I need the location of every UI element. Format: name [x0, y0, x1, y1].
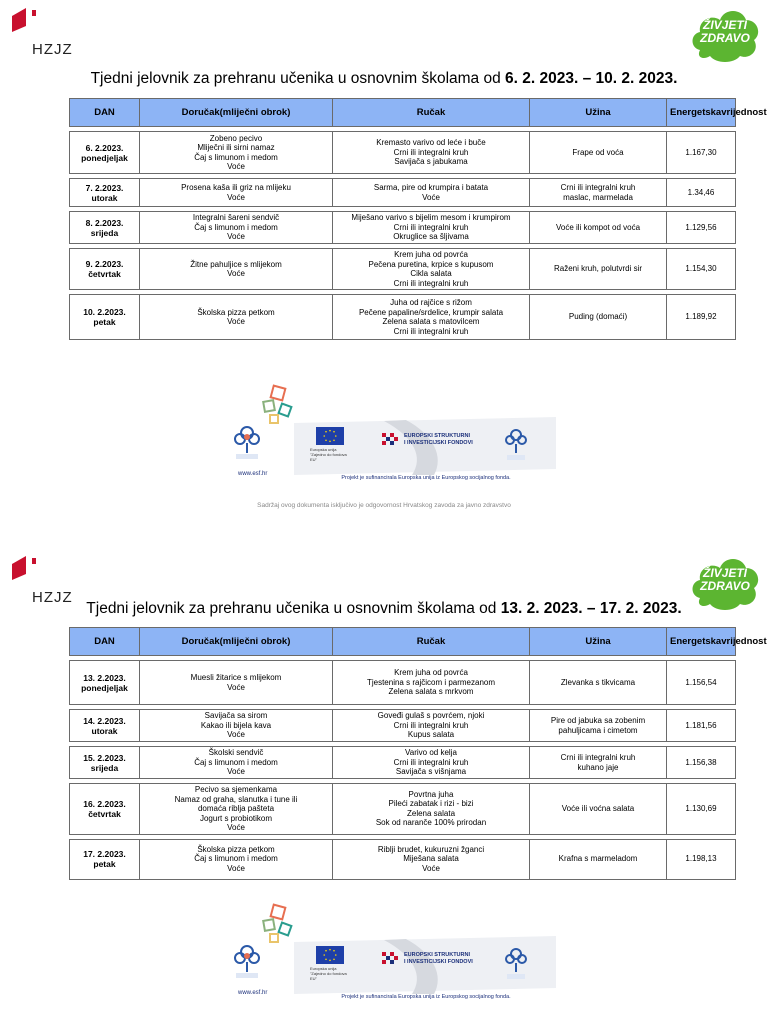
- lunch-cell: Riblji brudet, kukuruzni žganci Miješana salata Voće: [333, 839, 530, 879]
- table-row: [70, 710, 736, 742]
- esf-logo-text: EUROPSKI STRUKTURNI I INVESTICIJSKI FONDOVI: [404, 952, 473, 965]
- lunch-cell: Goveđi gulaš s povrćem, njoki Crni ili integralni kruh Kupus salata: [333, 710, 530, 742]
- week-title-prefix: Tjedni jelovnik za prehranu učenika u osnovnim školama od: [90, 70, 501, 87]
- snack-cell: Pire od jabuka sa zobenim pahuljicama i cimetom: [530, 710, 667, 742]
- esf-url-link[interactable]: www.esf.hr: [238, 990, 268, 996]
- breakfast-cell: Savijača sa sirom Kakao ili bijela kava Voće: [140, 710, 333, 742]
- snack-cell: Krafna s marmeladom: [530, 839, 667, 879]
- lunch-cell: Miješano varivo s bijelim mesom i krumpirom Crni ili integralni kruh Okruglice sa šljivama: [333, 212, 530, 244]
- header-breakfast: Doručak(mliječni obrok): [140, 99, 333, 127]
- hzjz-logo-text: HZJZ: [32, 41, 73, 58]
- funding-note: Projekt je sufinancirala Europska unija iz Europskog socijalnog fonda.: [341, 994, 511, 1000]
- breakfast-cell: Žitne pahuljice s mlijekom Voće: [140, 249, 333, 290]
- eu-caption: Europska unija "Zajedno do fondova EU": [310, 966, 347, 981]
- header-energy: Energetskavrijednost: [667, 628, 736, 656]
- energy-cell: 1.167,30: [667, 132, 736, 174]
- energy-cell: 1.181,56: [667, 710, 736, 742]
- table-header-row: [70, 99, 736, 127]
- week-title: [0, 600, 768, 618]
- day-cell: 9. 2.2023. četvrtak: [70, 249, 140, 290]
- day-cell: 17. 2.2023. petak: [70, 839, 140, 879]
- breakfast-cell: Prosena kaša ili griz na mlijeku Voće: [140, 179, 333, 207]
- hzjz-mark-icon: [12, 8, 42, 32]
- day-cell: 7. 2.2023. utorak: [70, 179, 140, 207]
- funding-note: Projekt je sufinancirala Europska unija iz Europskog socijalnog fonda.: [341, 475, 511, 481]
- week-title-dates: 6. 2. 2023. – 10. 2. 2023.: [505, 70, 678, 87]
- header-snack: Užina: [530, 628, 667, 656]
- week-section-2: [0, 548, 768, 1024]
- snack-cell: Frape od voća: [530, 132, 667, 174]
- energy-cell: 1.154,30: [667, 249, 736, 290]
- table-row: [70, 295, 736, 340]
- table-row: [70, 179, 736, 207]
- breakfast-cell: Zobeno pecivo Mliječni ili sirni namaz Čaj s limunom i medom Voće: [140, 132, 333, 174]
- snack-cell: Raženi kruh, polutvrdi sir: [530, 249, 667, 290]
- lunch-cell: Varivo od kelja Crni ili integralni kruh Savijača s višnjama: [333, 747, 530, 779]
- decorative-cubes-icon: [260, 383, 296, 427]
- flower-logo-right-icon: [502, 944, 530, 982]
- table-row: [70, 132, 736, 174]
- menu-table: [69, 98, 767, 340]
- table-row: [70, 747, 736, 779]
- esf-url-link[interactable]: www.esf.hr: [238, 471, 268, 477]
- lunch-cell: Juha od rajčice s rižom Pečene papaline/srdelice, krumpir salata Zelena salata s matovilcem Crni ili integralni kruh: [333, 295, 530, 340]
- breakfast-cell: Pecivo sa sjemenkama Namaz od graha, slanutka i tune ili domaća riblja pašteta Jogurt s probiotikom Voće: [140, 784, 333, 835]
- breakfast-cell: Školska pizza petkom Voće: [140, 295, 333, 340]
- energy-cell: 1.156,38: [667, 747, 736, 779]
- snack-cell: Crni ili integralni kruh maslac, marmelada: [530, 179, 667, 207]
- day-cell: 14. 2.2023. utorak: [70, 710, 140, 742]
- zivjeti-zdravo-badge: [690, 6, 760, 64]
- snack-cell: Voće ili voćna salata: [530, 784, 667, 835]
- esf-banner: [226, 383, 558, 483]
- breakfast-cell: Školski sendvič Čaj s limunom i medom Voće: [140, 747, 333, 779]
- esf-checker-icon: [382, 433, 404, 447]
- table-row: [70, 249, 736, 290]
- hzjz-mark-icon: [12, 556, 42, 580]
- day-cell: 8. 2.2023. srijeda: [70, 212, 140, 244]
- header-energy: Energetskavrijednost: [667, 99, 736, 127]
- energy-cell: 1.34,46: [667, 179, 736, 207]
- snack-cell: Crni ili integralni kruh kuhano jaje: [530, 747, 667, 779]
- week-title-dates: 13. 2. 2023. – 17. 2. 2023.: [500, 600, 682, 617]
- header-lunch: Ručak: [333, 628, 530, 656]
- lunch-cell: Kremasto varivo od leće i buče Crni ili integralni kruh Savijača s jabukama: [333, 132, 530, 174]
- badge-line-2: ZDRAVO: [700, 579, 750, 593]
- breakfast-cell: Muesli žitarice s mlijekom Voće: [140, 661, 333, 705]
- header-breakfast: Doručak(mliječni obrok): [140, 628, 333, 656]
- esf-banner: [226, 902, 558, 1002]
- day-cell: 16. 2.2023. četvrtak: [70, 784, 140, 835]
- breakfast-cell: Integralni šareni sendvič Čaj s limunom i medom Voće: [140, 212, 333, 244]
- day-cell: 13. 2.2023. ponedjeljak: [70, 661, 140, 705]
- lunch-cell: Krem juha od povrća Tjestenina s rajčicom i parmezanom Zelena salata s mrkvom: [333, 661, 530, 705]
- table-row: [70, 661, 736, 705]
- energy-cell: 1.129,56: [667, 212, 736, 244]
- eu-flag-icon: [316, 427, 344, 445]
- badge-line-1: ŽIVJETI: [702, 18, 747, 32]
- table-row: [70, 839, 736, 879]
- header-day: DAN: [70, 628, 140, 656]
- header-snack: Užina: [530, 99, 667, 127]
- snack-cell: Zlevanka s tikvicama: [530, 661, 667, 705]
- lunch-cell: Krem juha od povrća Pečena puretina, krpice s kupusom Cikla salata Crni ili integralni kruh: [333, 249, 530, 290]
- table-row: [70, 784, 736, 835]
- lunch-cell: Povrtna juha Pileći zabatak i rizi - bizi Zelena salata Sok od naranče 100% prirodan: [333, 784, 530, 835]
- energy-cell: 1.130,69: [667, 784, 736, 835]
- table-header-row: [70, 628, 736, 656]
- lunch-cell: Sarma, pire od krumpira i batata Voće: [333, 179, 530, 207]
- eu-caption: Europska unija "Zajedno do fondova EU": [310, 447, 347, 462]
- hzjz-logo-text: HZJZ: [32, 589, 73, 606]
- header-lunch: Ručak: [333, 99, 530, 127]
- flower-logo-right-icon: [502, 425, 530, 463]
- day-cell: 10. 2.2023. petak: [70, 295, 140, 340]
- hzjz-logo: [12, 8, 74, 62]
- badge-line-2: ZDRAVO: [700, 31, 750, 45]
- menu-table: [69, 627, 767, 880]
- disclaimer: Sadržaj ovog dokumenta isključivo je odgovornost Hrvatskog zavoda za javno zdravstvo: [257, 502, 511, 509]
- snack-cell: Voće ili kompot od voća: [530, 212, 667, 244]
- table-row: [70, 212, 736, 244]
- energy-cell: 1.156,54: [667, 661, 736, 705]
- day-cell: 6. 2.2023. ponedjeljak: [70, 132, 140, 174]
- week-title: [0, 70, 768, 88]
- day-cell: 15. 2.2023. srijeda: [70, 747, 140, 779]
- energy-cell: 1.198,13: [667, 839, 736, 879]
- header-day: DAN: [70, 99, 140, 127]
- esf-checker-icon: [382, 952, 404, 966]
- week-title-prefix: Tjedni jelovnik za prehranu učenika u osnovnim školama od: [86, 600, 497, 617]
- energy-cell: 1.189,92: [667, 295, 736, 340]
- esf-logo-text: EUROPSKI STRUKTURNI I INVESTICIJSKI FONDOVI: [404, 433, 473, 446]
- flower-logo-icon: [230, 421, 264, 461]
- flower-logo-icon: [230, 940, 264, 980]
- breakfast-cell: Školska pizza petkom Čaj s limunom i medom Voće: [140, 839, 333, 879]
- decorative-cubes-icon: [260, 902, 296, 946]
- snack-cell: Puding (domaći): [530, 295, 667, 340]
- badge-line-1: ŽIVJETI: [702, 566, 747, 580]
- eu-flag-icon: [316, 946, 344, 964]
